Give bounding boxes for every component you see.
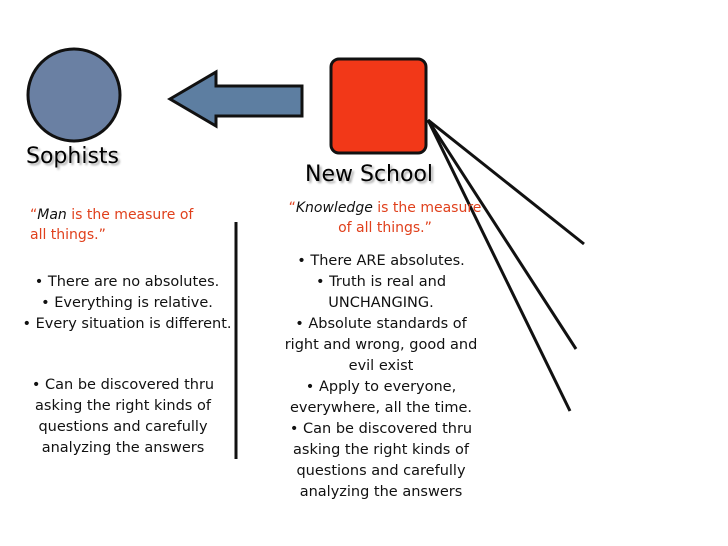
sophists-quote-rest: is the measure of all things.”	[30, 207, 194, 243]
new-school-quote-rest: is the measure of all things.”	[338, 200, 482, 236]
sophists-heading: Sophists	[26, 144, 119, 169]
new-school-quote-lead: Knowledge	[295, 200, 373, 216]
sophists-quote	[30, 205, 210, 245]
new-school-quote-open: “	[288, 200, 296, 216]
new-school-quote	[280, 198, 490, 238]
new-school-heading: New School	[305, 162, 434, 187]
sophists-points: • There are no absolutes. • Everything is relative. • Every situation is different.	[22, 274, 232, 332]
sophists-circle	[28, 49, 120, 141]
sophists-quote-open: “	[30, 207, 38, 223]
new-school-square	[331, 59, 426, 153]
left-arrow	[170, 72, 302, 126]
sophists-quote-lead: Man	[37, 207, 67, 223]
new-school-points: • There ARE absolutes. • Truth is real and UNCHANGING. • Absolute standards of right and wrong, good and evil exist • Apply to everyone, everywhere, all the time. • Can be discovered thru asking the right kinds of questions and carefully analyzing the answers	[284, 253, 478, 500]
sophists-discovery: • Can be discovered thru asking the right kinds of questions and carefully analyzing the answers	[31, 377, 215, 456]
